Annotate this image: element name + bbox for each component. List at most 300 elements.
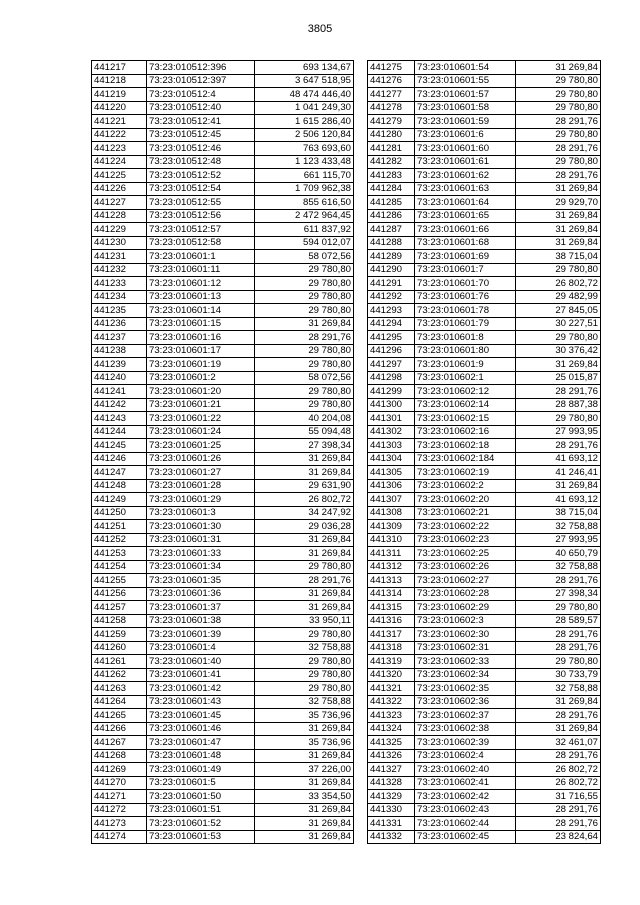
table-row <box>368 466 601 480</box>
table-row <box>368 101 601 115</box>
table-row <box>92 425 354 439</box>
table-row <box>368 668 601 682</box>
value-cell: 29 780,80 <box>255 277 354 291</box>
value-cell: 23 824,64 <box>516 830 601 844</box>
cadastral-number-cell: 73:23:010602:45 <box>415 830 516 844</box>
record-number-cell: 441232 <box>92 263 147 277</box>
value-cell: 28 291,76 <box>516 439 601 453</box>
record-number-cell: 441229 <box>92 223 147 237</box>
value-cell: 31 269,84 <box>516 358 601 372</box>
value-cell: 58 072,56 <box>255 250 354 264</box>
record-number-cell: 441265 <box>92 709 147 723</box>
cadastral-number-cell: 73:23:010601:14 <box>147 304 255 318</box>
value-cell: 29 780,80 <box>255 358 354 372</box>
value-cell: 26 802,72 <box>516 763 601 777</box>
value-cell: 29 780,80 <box>516 74 601 88</box>
cadastral-number-cell: 73:23:010601:76 <box>415 290 516 304</box>
cadastral-number-cell: 73:23:010512:52 <box>147 169 255 183</box>
record-number-cell: 441226 <box>92 182 147 196</box>
cadastral-number-cell: 73:23:010602:18 <box>415 439 516 453</box>
table-row <box>92 763 354 777</box>
table-row <box>92 371 354 385</box>
table-row <box>368 722 601 736</box>
cadastral-number-cell: 73:23:010601:28 <box>147 479 255 493</box>
record-number-cell: 441247 <box>92 466 147 480</box>
value-cell: 31 269,84 <box>255 601 354 615</box>
record-number-cell: 441313 <box>368 574 415 588</box>
value-cell: 28 291,76 <box>255 331 354 345</box>
record-number-cell: 441252 <box>92 533 147 547</box>
record-number-cell: 441268 <box>92 749 147 763</box>
record-number-cell: 441249 <box>92 493 147 507</box>
value-cell: 28 291,76 <box>516 709 601 723</box>
record-number-cell: 441220 <box>92 101 147 115</box>
cadastral-number-cell: 73:23:010602:21 <box>415 506 516 520</box>
table-row <box>368 223 601 237</box>
cadastral-number-cell: 73:23:010512:40 <box>147 101 255 115</box>
value-cell: 31 269,84 <box>255 817 354 831</box>
value-cell: 37 226,00 <box>255 763 354 777</box>
table-row <box>92 682 354 696</box>
cadastral-number-cell: 73:23:010602:40 <box>415 763 516 777</box>
value-cell: 31 269,84 <box>516 223 601 237</box>
table-row <box>368 209 601 223</box>
cadastral-number-cell: 73:23:010602:36 <box>415 695 516 709</box>
record-number-cell: 441231 <box>92 250 147 264</box>
cadastral-number-cell: 73:23:010601:45 <box>147 709 255 723</box>
cadastral-number-cell: 73:23:010602:41 <box>415 776 516 790</box>
record-number-cell: 441217 <box>92 61 147 75</box>
record-number-cell: 441330 <box>368 803 415 817</box>
value-cell: 31 269,84 <box>255 722 354 736</box>
record-number-cell: 441241 <box>92 385 147 399</box>
cadastral-number-cell: 73:23:010601:36 <box>147 587 255 601</box>
table-row <box>92 493 354 507</box>
table-row <box>92 115 354 129</box>
record-number-cell: 441224 <box>92 155 147 169</box>
cadastral-number-cell: 73:23:010602:184 <box>415 452 516 466</box>
cadastral-number-cell: 73:23:010602:28 <box>415 587 516 601</box>
cadastral-number-cell: 73:23:010601:58 <box>415 101 516 115</box>
table-row <box>368 695 601 709</box>
value-cell: 29 036,28 <box>255 520 354 534</box>
cadastral-number-cell: 73:23:010601:24 <box>147 425 255 439</box>
cadastral-number-cell: 73:23:010601:65 <box>415 209 516 223</box>
table-row <box>368 61 601 75</box>
value-cell: 31 269,84 <box>516 61 601 75</box>
table-row <box>92 722 354 736</box>
value-cell: 32 758,88 <box>255 641 354 655</box>
cadastral-number-cell: 73:23:010601:35 <box>147 574 255 588</box>
cadastral-number-cell: 73:23:010601:16 <box>147 331 255 345</box>
table-row <box>368 182 601 196</box>
record-number-cell: 441305 <box>368 466 415 480</box>
record-number-cell: 441329 <box>368 790 415 804</box>
table-row <box>92 196 354 210</box>
value-cell: 29 780,80 <box>516 263 601 277</box>
value-cell: 40 204,08 <box>255 412 354 426</box>
table-row <box>368 358 601 372</box>
value-cell: 31 716,55 <box>516 790 601 804</box>
record-number-cell: 441327 <box>368 763 415 777</box>
cadastral-number-cell: 73:23:010602:33 <box>415 655 516 669</box>
value-cell: 28 291,76 <box>516 574 601 588</box>
record-number-cell: 441227 <box>92 196 147 210</box>
record-number-cell: 441312 <box>368 560 415 574</box>
record-number-cell: 441258 <box>92 614 147 628</box>
cadastral-number-cell: 73:23:010602:39 <box>415 736 516 750</box>
cadastral-number-cell: 73:23:010602:12 <box>415 385 516 399</box>
cadastral-number-cell: 73:23:010601:79 <box>415 317 516 331</box>
record-number-cell: 441225 <box>92 169 147 183</box>
cadastral-number-cell: 73:23:010602:42 <box>415 790 516 804</box>
record-number-cell: 441316 <box>368 614 415 628</box>
record-number-cell: 441308 <box>368 506 415 520</box>
table-row <box>92 182 354 196</box>
cadastral-number-cell: 73:23:010601:2 <box>147 371 255 385</box>
cadastral-number-cell: 73:23:010602:38 <box>415 722 516 736</box>
cadastral-number-cell: 73:23:010602:26 <box>415 560 516 574</box>
record-number-cell: 441245 <box>92 439 147 453</box>
value-cell: 26 802,72 <box>255 493 354 507</box>
record-number-cell: 441255 <box>92 574 147 588</box>
table-row <box>92 466 354 480</box>
record-number-cell: 441319 <box>368 655 415 669</box>
table-row <box>92 533 354 547</box>
record-number-cell: 441302 <box>368 425 415 439</box>
value-cell: 31 269,84 <box>255 830 354 844</box>
table-row <box>368 452 601 466</box>
table-row <box>92 749 354 763</box>
value-cell: 2 472 964,45 <box>255 209 354 223</box>
table-row <box>92 506 354 520</box>
table-row <box>368 317 601 331</box>
cadastral-number-cell: 73:23:010601:54 <box>415 61 516 75</box>
table-row <box>368 277 601 291</box>
value-cell: 28 291,76 <box>516 628 601 642</box>
table-row <box>368 803 601 817</box>
value-cell: 30 227,51 <box>516 317 601 331</box>
cadastral-number-cell: 73:23:010601:26 <box>147 452 255 466</box>
record-number-cell: 441282 <box>368 155 415 169</box>
value-cell: 35 736,96 <box>255 709 354 723</box>
table-row <box>92 155 354 169</box>
record-number-cell: 441264 <box>92 695 147 709</box>
table-row <box>368 128 601 142</box>
value-cell: 32 461,07 <box>516 736 601 750</box>
value-cell: 38 715,04 <box>516 506 601 520</box>
value-cell: 31 269,84 <box>255 776 354 790</box>
table-row <box>368 547 601 561</box>
value-cell: 55 094,48 <box>255 425 354 439</box>
cadastral-number-cell: 73:23:010602:37 <box>415 709 516 723</box>
value-cell: 27 398,34 <box>516 587 601 601</box>
value-cell: 31 269,84 <box>255 749 354 763</box>
cadastral-number-cell: 73:23:010602:35 <box>415 682 516 696</box>
record-number-cell: 441314 <box>368 587 415 601</box>
table-row <box>368 344 601 358</box>
value-cell: 28 291,76 <box>516 817 601 831</box>
table-row <box>92 560 354 574</box>
value-cell: 31 269,84 <box>255 452 354 466</box>
table-row <box>368 817 601 831</box>
table-row <box>92 398 354 412</box>
table-row <box>92 304 354 318</box>
record-number-cell: 441301 <box>368 412 415 426</box>
value-cell: 31 269,84 <box>516 182 601 196</box>
record-number-cell: 441292 <box>368 290 415 304</box>
cadastral-number-cell: 73:23:010602:44 <box>415 817 516 831</box>
table-row <box>92 601 354 615</box>
cadastral-number-cell: 73:23:010601:30 <box>147 520 255 534</box>
cadastral-number-cell: 73:23:010602:30 <box>415 628 516 642</box>
registry-table-right <box>367 60 601 844</box>
value-cell: 26 802,72 <box>516 277 601 291</box>
cadastral-number-cell: 73:23:010512:397 <box>147 74 255 88</box>
record-number-cell: 441281 <box>368 142 415 156</box>
cadastral-number-cell: 73:23:010601:4 <box>147 641 255 655</box>
cadastral-number-cell: 73:23:010601:27 <box>147 466 255 480</box>
table-row <box>368 412 601 426</box>
value-cell: 29 482,99 <box>516 290 601 304</box>
table-row <box>368 641 601 655</box>
table-row <box>92 628 354 642</box>
table-row <box>92 263 354 277</box>
table-row <box>368 479 601 493</box>
value-cell: 1 709 962,38 <box>255 182 354 196</box>
table-row <box>92 142 354 156</box>
cadastral-number-cell: 73:23:010601:69 <box>415 250 516 264</box>
table-row <box>368 736 601 750</box>
cadastral-number-cell: 73:23:010601:25 <box>147 439 255 453</box>
record-number-cell: 441271 <box>92 790 147 804</box>
record-number-cell: 441242 <box>92 398 147 412</box>
record-number-cell: 441317 <box>368 628 415 642</box>
cadastral-number-cell: 73:23:010601:78 <box>415 304 516 318</box>
record-number-cell: 441273 <box>92 817 147 831</box>
cadastral-number-cell: 73:23:010601:5 <box>147 776 255 790</box>
record-number-cell: 441321 <box>368 682 415 696</box>
table-row <box>92 520 354 534</box>
value-cell: 1 123 433,48 <box>255 155 354 169</box>
table-row <box>92 344 354 358</box>
cadastral-number-cell: 73:23:010602:34 <box>415 668 516 682</box>
table-row <box>368 236 601 250</box>
value-cell: 31 269,84 <box>516 722 601 736</box>
value-cell: 763 693,60 <box>255 142 354 156</box>
record-number-cell: 441223 <box>92 142 147 156</box>
value-cell: 29 929,70 <box>516 196 601 210</box>
value-cell: 28 291,76 <box>516 803 601 817</box>
value-cell: 25 015,87 <box>516 371 601 385</box>
table-row <box>92 128 354 142</box>
record-number-cell: 441295 <box>368 331 415 345</box>
table-row <box>92 61 354 75</box>
record-number-cell: 441331 <box>368 817 415 831</box>
record-number-cell: 441309 <box>368 520 415 534</box>
value-cell: 34 247,92 <box>255 506 354 520</box>
cadastral-number-cell: 73:23:010602:20 <box>415 493 516 507</box>
cadastral-number-cell: 73:23:010601:38 <box>147 614 255 628</box>
cadastral-number-cell: 73:23:010602:23 <box>415 533 516 547</box>
value-cell: 27 993,95 <box>516 533 601 547</box>
table-row <box>92 547 354 561</box>
value-cell: 48 474 446,40 <box>255 88 354 102</box>
record-number-cell: 441287 <box>368 223 415 237</box>
record-number-cell: 441221 <box>92 115 147 129</box>
table-row <box>368 331 601 345</box>
value-cell: 29 780,80 <box>516 601 601 615</box>
record-number-cell: 441323 <box>368 709 415 723</box>
cadastral-number-cell: 73:23:010601:47 <box>147 736 255 750</box>
table-row <box>92 169 354 183</box>
cadastral-number-cell: 73:23:010601:11 <box>147 263 255 277</box>
cadastral-number-cell: 73:23:010601:61 <box>415 155 516 169</box>
table-row <box>92 250 354 264</box>
record-number-cell: 441261 <box>92 655 147 669</box>
value-cell: 594 012,07 <box>255 236 354 250</box>
table-row <box>92 223 354 237</box>
value-cell: 29 631,90 <box>255 479 354 493</box>
value-cell: 41 693,12 <box>516 452 601 466</box>
value-cell: 693 134,67 <box>255 61 354 75</box>
record-number-cell: 441272 <box>92 803 147 817</box>
record-number-cell: 441230 <box>92 236 147 250</box>
cadastral-number-cell: 73:23:010512:56 <box>147 209 255 223</box>
value-cell: 1 041 249,30 <box>255 101 354 115</box>
record-number-cell: 441304 <box>368 452 415 466</box>
table-row <box>92 655 354 669</box>
record-number-cell: 441318 <box>368 641 415 655</box>
table-row <box>368 560 601 574</box>
value-cell: 611 837,92 <box>255 223 354 237</box>
cadastral-number-cell: 73:23:010602:15 <box>415 412 516 426</box>
record-number-cell: 441256 <box>92 587 147 601</box>
record-number-cell: 441248 <box>92 479 147 493</box>
record-number-cell: 441251 <box>92 520 147 534</box>
cadastral-number-cell: 73:23:010602:22 <box>415 520 516 534</box>
cadastral-number-cell: 73:23:010601:48 <box>147 749 255 763</box>
cadastral-number-cell: 73:23:010512:46 <box>147 142 255 156</box>
value-cell: 58 072,56 <box>255 371 354 385</box>
table-row <box>368 763 601 777</box>
record-number-cell: 441294 <box>368 317 415 331</box>
value-cell: 32 758,88 <box>255 695 354 709</box>
table-row <box>92 331 354 345</box>
value-cell: 31 269,84 <box>516 479 601 493</box>
value-cell: 29 780,80 <box>516 155 601 169</box>
record-number-cell: 441262 <box>92 668 147 682</box>
value-cell: 32 758,88 <box>516 560 601 574</box>
table-row <box>92 587 354 601</box>
cadastral-number-cell: 73:23:010601:46 <box>147 722 255 736</box>
record-number-cell: 441219 <box>92 88 147 102</box>
table-row <box>368 749 601 763</box>
table-row <box>92 830 354 844</box>
cadastral-number-cell: 73:23:010601:62 <box>415 169 516 183</box>
cadastral-number-cell: 73:23:010601:29 <box>147 493 255 507</box>
table-row <box>92 439 354 453</box>
record-number-cell: 441266 <box>92 722 147 736</box>
table-row <box>368 439 601 453</box>
cadastral-number-cell: 73:23:010512:45 <box>147 128 255 142</box>
value-cell: 29 780,80 <box>255 628 354 642</box>
table-row <box>368 520 601 534</box>
record-number-cell: 441289 <box>368 250 415 264</box>
table-row <box>92 709 354 723</box>
cadastral-number-cell: 73:23:010601:68 <box>415 236 516 250</box>
value-cell: 26 802,72 <box>516 776 601 790</box>
page-number: 3805 <box>307 23 333 35</box>
record-number-cell: 441290 <box>368 263 415 277</box>
record-number-cell: 441277 <box>368 88 415 102</box>
table-row <box>92 209 354 223</box>
cadastral-number-cell: 73:23:010512:57 <box>147 223 255 237</box>
value-cell: 30 733,79 <box>516 668 601 682</box>
record-number-cell: 441310 <box>368 533 415 547</box>
table-row <box>368 385 601 399</box>
table-row <box>92 236 354 250</box>
registry-table-left-body <box>92 61 354 844</box>
value-cell: 29 780,80 <box>255 668 354 682</box>
record-number-cell: 441284 <box>368 182 415 196</box>
table-row <box>368 709 601 723</box>
table-row <box>92 358 354 372</box>
table-row <box>92 817 354 831</box>
value-cell: 31 269,84 <box>255 466 354 480</box>
cadastral-number-cell: 73:23:010601:17 <box>147 344 255 358</box>
cadastral-number-cell: 73:23:010601:70 <box>415 277 516 291</box>
table-row <box>92 290 354 304</box>
table-row <box>368 304 601 318</box>
record-number-cell: 441233 <box>92 277 147 291</box>
value-cell: 29 780,80 <box>255 655 354 669</box>
table-row <box>92 736 354 750</box>
table-row <box>368 655 601 669</box>
cadastral-number-cell: 73:23:010602:31 <box>415 641 516 655</box>
record-number-cell: 441280 <box>368 128 415 142</box>
record-number-cell: 441253 <box>92 547 147 561</box>
table-row <box>368 425 601 439</box>
value-cell: 29 780,80 <box>255 682 354 696</box>
cadastral-number-cell: 73:23:010601:60 <box>415 142 516 156</box>
value-cell: 27 845,05 <box>516 304 601 318</box>
table-row <box>92 803 354 817</box>
value-cell: 33 950,11 <box>255 614 354 628</box>
value-cell: 40 650,79 <box>516 547 601 561</box>
record-number-cell: 441322 <box>368 695 415 709</box>
table-row <box>92 385 354 399</box>
value-cell: 28 291,76 <box>516 142 601 156</box>
table-row <box>368 628 601 642</box>
cadastral-number-cell: 73:23:010601:51 <box>147 803 255 817</box>
table-row <box>92 574 354 588</box>
cadastral-number-cell: 73:23:010602:1 <box>415 371 516 385</box>
table-row <box>368 493 601 507</box>
value-cell: 28 291,76 <box>255 574 354 588</box>
table-row <box>368 506 601 520</box>
cadastral-number-cell: 73:23:010601:31 <box>147 533 255 547</box>
cadastral-number-cell: 73:23:010601:50 <box>147 790 255 804</box>
record-number-cell: 441328 <box>368 776 415 790</box>
table-row <box>368 88 601 102</box>
cadastral-number-cell: 73:23:010512:58 <box>147 236 255 250</box>
record-number-cell: 441303 <box>368 439 415 453</box>
registry-table-left <box>91 60 354 844</box>
record-number-cell: 441283 <box>368 169 415 183</box>
value-cell: 29 780,80 <box>516 128 601 142</box>
record-number-cell: 441269 <box>92 763 147 777</box>
